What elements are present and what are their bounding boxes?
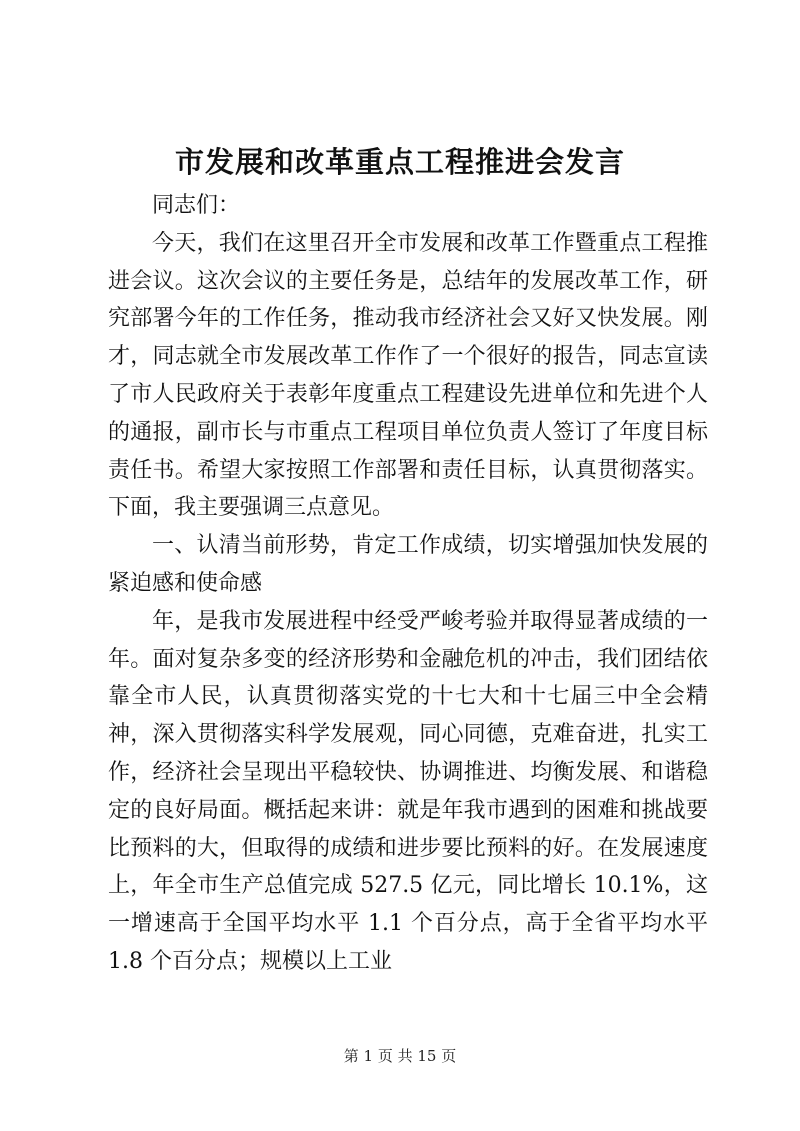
opening-paragraph: 今天，我们在这里召开全市发展和改革工作暨重点工程推进会议。这次会议的主要任务是，总结年的发展改革工作，研究部署今年的工作任务，推动我市经济社会又好又快发展。刚才，同志就全市发展改革工作作了一个很好的报告，同志宣读了市人民政府关于表彰年度重点工程建设先进单位和先进个人的通报，副市长与市重点工程项目单位负责人签订了年度目标责任书。希望大家按照工作部署和责任目标，认真贯彻落实。下面，我主要强调三点意见。 (108, 230, 708, 521)
body-paragraph: 年，是我市发展进程中经受严峻考验并取得显著成绩的一年。面对复杂多变的经济形势和金融危机的冲击，我们团结依靠全市人民，认真贯彻落实党的十七大和十七届三中全会精神，深入贯彻落实科学发展观，同心同德，克难奋进，扎实工作，经济社会呈现出平稳较快、协调推进、均衡发展、和谐稳定的良好局面。概括起来讲：就是年我市遇到的困难和挑战要比预料的大，但取得的成绩和进步要比预料的好。在发展速度上，年全市生产总值完成 527.5 亿元，同比增长 10.1%，这一增速高于全国平均水平 1.1 个百分点，高于全省平均水平 1.8 个百分点；规模以上工业 (108, 608, 708, 974)
section-heading: 一、认清当前形势，肯定工作成绩，切实增强加快发展的紧迫感和使命感 (108, 533, 708, 596)
page-footer: 第 1 页 共 15 页 (343, 1047, 457, 1065)
salutation-paragraph: 同志们： (152, 193, 241, 218)
document-body (108, 187, 708, 981)
document-title: 市发展和改革重点工程推进会发言 (174, 145, 625, 179)
